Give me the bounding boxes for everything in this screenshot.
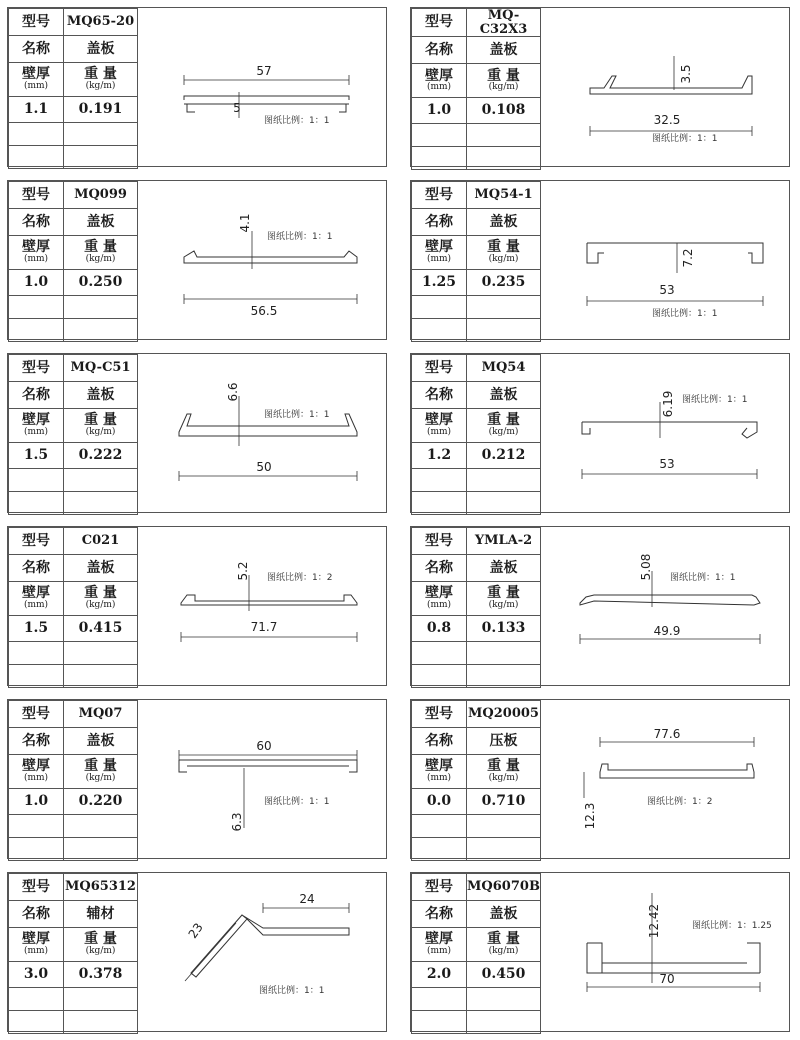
height-dimension: 6.3 <box>230 812 244 832</box>
name-value: 盖板 <box>64 36 138 63</box>
model-label: 型号 <box>412 701 467 728</box>
thickness-value: 1.5 <box>9 616 64 642</box>
thickness-label: 壁厚 (mm) <box>9 63 64 97</box>
empty-cell <box>412 296 467 319</box>
thickness-label: 壁厚 (mm) <box>412 236 467 270</box>
model-value: MQ07 <box>64 701 138 728</box>
height-dimension: 6.19 <box>661 390 675 418</box>
profile-drawing <box>139 700 386 858</box>
empty-cell <box>467 838 541 861</box>
width-dimension: 49.9 <box>653 624 681 638</box>
name-label: 名称 <box>9 382 64 409</box>
spec-table <box>411 8 541 170</box>
model-value: C021 <box>64 528 138 555</box>
name-label: 名称 <box>412 209 467 236</box>
model-label: 型号 <box>412 528 467 555</box>
product-card <box>410 353 790 513</box>
thickness-value: 3.0 <box>9 962 64 988</box>
empty-cell <box>412 988 467 1011</box>
empty-cell <box>9 469 64 492</box>
empty-cell <box>64 642 138 665</box>
weight-value: 0.710 <box>467 789 541 815</box>
scale-note: 图纸比例：1：1.25 <box>692 921 772 931</box>
profile-drawing <box>542 354 789 512</box>
weight-label: 重 量 (kg/m) <box>467 236 541 270</box>
width-dimension: 71.7 <box>250 620 278 634</box>
name-value: 盖板 <box>467 37 541 64</box>
weight-value: 0.250 <box>64 270 138 296</box>
empty-cell <box>64 1011 138 1034</box>
thickness-value: 1.0 <box>9 789 64 815</box>
product-card <box>410 699 790 859</box>
profile-outline <box>587 243 763 263</box>
weight-label: 重 量 (kg/m) <box>467 755 541 789</box>
model-value: YMLA-2 <box>467 528 541 555</box>
product-card <box>410 180 790 340</box>
width-dimension: 57 <box>256 64 272 78</box>
thickness-value: 2.0 <box>412 962 467 988</box>
empty-cell <box>64 815 138 838</box>
weight-value: 0.191 <box>64 97 138 123</box>
product-card <box>7 353 387 513</box>
empty-cell <box>9 642 64 665</box>
name-label: 名称 <box>9 36 64 63</box>
model-value: MQ099 <box>64 182 138 209</box>
weight-value: 0.133 <box>467 616 541 642</box>
weight-value: 0.415 <box>64 616 138 642</box>
model-value: MQ6070B <box>467 874 541 901</box>
empty-cell <box>412 124 467 147</box>
model-label: 型号 <box>9 528 64 555</box>
profile-outline <box>580 595 760 605</box>
profile-drawing <box>139 873 386 1031</box>
weight-label: 重 量 (kg/m) <box>64 582 138 616</box>
thickness-value: 0.0 <box>412 789 467 815</box>
empty-cell <box>9 296 64 319</box>
weight-value: 0.222 <box>64 443 138 469</box>
weight-value: 0.378 <box>64 962 138 988</box>
model-value: MQ65-20 <box>64 9 138 36</box>
empty-cell <box>467 296 541 319</box>
empty-cell <box>467 147 541 170</box>
profile-outline <box>582 422 757 438</box>
profile-drawing <box>542 181 789 339</box>
scale-note: 图纸比例：1：2 <box>647 797 713 807</box>
thickness-label: 壁厚 (mm) <box>412 64 467 98</box>
model-label: 型号 <box>9 701 64 728</box>
profile-drawing-svg <box>139 354 386 512</box>
width-dimension: 77.6 <box>653 727 681 741</box>
name-label: 名称 <box>412 901 467 928</box>
name-value: 辅材 <box>64 901 138 928</box>
profile-drawing-svg <box>542 181 789 339</box>
thickness-label: 壁厚 (mm) <box>412 409 467 443</box>
scale-note: 图纸比例：1：1 <box>259 986 325 996</box>
empty-cell <box>412 1011 467 1034</box>
profile-outline <box>191 915 349 977</box>
name-label: 名称 <box>9 555 64 582</box>
name-value: 盖板 <box>64 209 138 236</box>
product-card <box>7 872 387 1032</box>
scale-note: 图纸比例：1：1 <box>264 116 330 126</box>
height-dimension: 5.2 <box>236 561 250 581</box>
profile-drawing <box>542 700 789 858</box>
model-value: MQ-C51 <box>64 355 138 382</box>
model-label: 型号 <box>9 874 64 901</box>
scale-note: 图纸比例：1：1 <box>670 573 736 583</box>
weight-value: 0.212 <box>467 443 541 469</box>
name-label: 名称 <box>9 209 64 236</box>
profile-outline <box>600 764 754 778</box>
empty-cell <box>412 665 467 688</box>
model-label: 型号 <box>9 9 64 36</box>
model-value: MQ20005 <box>467 701 541 728</box>
scale-note: 图纸比例：1：2 <box>267 573 333 583</box>
weight-label: 重 量 (kg/m) <box>64 63 138 97</box>
weight-value: 0.235 <box>467 270 541 296</box>
name-value: 盖板 <box>467 209 541 236</box>
thickness-value: 1.25 <box>412 270 467 296</box>
profile-drawing <box>139 527 386 685</box>
profile-drawing <box>542 8 789 166</box>
empty-cell <box>64 492 138 515</box>
empty-cell <box>467 469 541 492</box>
spec-table <box>8 527 138 688</box>
weight-value: 0.450 <box>467 962 541 988</box>
empty-cell <box>467 988 541 1011</box>
scale-note: 图纸比例：1：1 <box>267 232 333 242</box>
profile-outline <box>184 96 349 112</box>
model-label: 型号 <box>412 355 467 382</box>
width-dimension: 60 <box>256 739 272 753</box>
product-card <box>7 526 387 686</box>
empty-cell <box>412 469 467 492</box>
profile-drawing-svg <box>542 8 789 166</box>
weight-label: 重 量 (kg/m) <box>467 64 541 98</box>
weight-label: 重 量 (kg/m) <box>64 928 138 962</box>
spec-table <box>8 181 138 342</box>
name-value: 盖板 <box>64 728 138 755</box>
thickness-value: 1.1 <box>9 97 64 123</box>
profile-drawing-svg <box>139 527 386 685</box>
profile-outline <box>181 595 357 605</box>
profile-drawing-svg <box>542 700 789 858</box>
spec-table <box>8 873 138 1034</box>
profile-outline <box>179 760 357 772</box>
thickness-label: 壁厚 (mm) <box>9 409 64 443</box>
scale-note: 图纸比例：1：1 <box>682 395 748 405</box>
weight-value: 0.108 <box>467 98 541 124</box>
profile-outline <box>184 251 357 263</box>
height-dimension: 5 <box>233 101 241 115</box>
spec-table <box>8 354 138 515</box>
weight-value: 0.220 <box>64 789 138 815</box>
empty-cell <box>9 319 64 342</box>
spec-table <box>411 354 541 515</box>
empty-cell <box>467 665 541 688</box>
name-value: 盖板 <box>467 901 541 928</box>
spec-table <box>411 181 541 342</box>
scale-note: 图纸比例：1：1 <box>652 134 718 144</box>
height-dimension: 3.5 <box>679 64 693 84</box>
profile-drawing-svg <box>139 873 386 1031</box>
name-label: 名称 <box>9 728 64 755</box>
height-dimension: 6.6 <box>226 382 240 402</box>
profile-drawing-svg <box>139 8 386 166</box>
spec-table <box>8 8 138 169</box>
profile-drawing <box>139 181 386 339</box>
empty-cell <box>64 319 138 342</box>
profile-drawing-svg <box>139 181 386 339</box>
weight-label: 重 量 (kg/m) <box>467 409 541 443</box>
profile-outline <box>590 76 752 94</box>
spec-table <box>8 700 138 861</box>
profile-drawing-svg <box>542 873 789 1031</box>
empty-cell <box>412 319 467 342</box>
name-label: 名称 <box>412 728 467 755</box>
thickness-value: 1.5 <box>9 443 64 469</box>
scale-note: 图纸比例：1：1 <box>264 797 330 807</box>
model-label: 型号 <box>412 182 467 209</box>
empty-cell <box>9 988 64 1011</box>
width-dimension: 56.5 <box>250 304 278 318</box>
thickness-label: 壁厚 (mm) <box>9 755 64 789</box>
thickness-value: 1.0 <box>412 98 467 124</box>
name-value: 盖板 <box>467 382 541 409</box>
width-dimension: 70 <box>659 972 675 986</box>
thickness-value: 1.2 <box>412 443 467 469</box>
model-label: 型号 <box>412 874 467 901</box>
empty-cell <box>64 146 138 169</box>
height-dimension: 23 <box>185 920 206 941</box>
name-value: 盖板 <box>64 382 138 409</box>
empty-cell <box>467 1011 541 1034</box>
scale-note: 图纸比例：1：1 <box>264 410 330 420</box>
empty-cell <box>9 123 64 146</box>
weight-label: 重 量 (kg/m) <box>64 236 138 270</box>
name-label: 名称 <box>412 37 467 64</box>
empty-cell <box>467 319 541 342</box>
empty-cell <box>64 123 138 146</box>
product-card <box>7 7 387 167</box>
profile-outline <box>587 943 760 973</box>
width-dimension: 53 <box>659 457 675 471</box>
profile-drawing-svg <box>542 527 789 685</box>
empty-cell <box>467 492 541 515</box>
profile-drawing <box>542 527 789 685</box>
thickness-label: 壁厚 (mm) <box>9 236 64 270</box>
weight-label: 重 量 (kg/m) <box>467 582 541 616</box>
empty-cell <box>9 815 64 838</box>
spec-table <box>411 873 541 1034</box>
empty-cell <box>467 124 541 147</box>
empty-cell <box>64 665 138 688</box>
name-label: 名称 <box>9 901 64 928</box>
empty-cell <box>412 147 467 170</box>
name-value: 盖板 <box>467 555 541 582</box>
weight-label: 重 量 (kg/m) <box>467 928 541 962</box>
empty-cell <box>412 642 467 665</box>
profile-drawing-svg <box>542 354 789 512</box>
scale-note: 图纸比例：1：1 <box>652 309 718 319</box>
model-label: 型号 <box>9 182 64 209</box>
empty-cell <box>412 838 467 861</box>
empty-cell <box>467 642 541 665</box>
empty-cell <box>64 469 138 492</box>
thickness-value: 1.0 <box>9 270 64 296</box>
empty-cell <box>9 146 64 169</box>
empty-cell <box>64 988 138 1011</box>
thickness-label: 壁厚 (mm) <box>9 582 64 616</box>
height-dimension: 4.1 <box>238 213 252 233</box>
name-value: 盖板 <box>64 555 138 582</box>
empty-cell <box>9 838 64 861</box>
product-card <box>410 526 790 686</box>
width-dimension: 24 <box>299 892 315 906</box>
weight-label: 重 量 (kg/m) <box>64 755 138 789</box>
thickness-label: 壁厚 (mm) <box>412 582 467 616</box>
thickness-label: 壁厚 (mm) <box>412 928 467 962</box>
model-value: MQ54 <box>467 355 541 382</box>
empty-cell <box>9 492 64 515</box>
width-dimension: 53 <box>659 283 675 297</box>
empty-cell <box>64 838 138 861</box>
model-value: MQ-C32X3 <box>467 9 541 37</box>
height-dimension: 12.3 <box>583 802 597 830</box>
height-dimension: 5.08 <box>639 553 653 581</box>
profile-drawing <box>542 873 789 1031</box>
product-card <box>7 699 387 859</box>
width-dimension: 50 <box>256 460 272 474</box>
empty-cell <box>467 815 541 838</box>
weight-label: 重 量 (kg/m) <box>64 409 138 443</box>
width-dimension: 32.5 <box>653 113 681 127</box>
model-value: MQ54-1 <box>467 182 541 209</box>
name-value: 压板 <box>467 728 541 755</box>
height-dimension: 7.2 <box>681 248 695 268</box>
model-label: 型号 <box>412 9 467 37</box>
profile-drawing <box>139 8 386 166</box>
thickness-value: 0.8 <box>412 616 467 642</box>
name-label: 名称 <box>412 382 467 409</box>
spec-table <box>411 700 541 861</box>
thickness-label: 壁厚 (mm) <box>9 928 64 962</box>
spec-table <box>411 527 541 688</box>
product-card <box>410 7 790 167</box>
thickness-label: 壁厚 (mm) <box>412 755 467 789</box>
product-card <box>7 180 387 340</box>
model-label: 型号 <box>9 355 64 382</box>
profile-drawing-svg <box>139 700 386 858</box>
empty-cell <box>412 492 467 515</box>
profile-drawing <box>139 354 386 512</box>
empty-cell <box>64 296 138 319</box>
product-card <box>410 872 790 1032</box>
height-dimension: 12.42 <box>647 903 661 939</box>
empty-cell <box>9 1011 64 1034</box>
empty-cell <box>9 665 64 688</box>
model-value: MQ65312 <box>64 874 138 901</box>
name-label: 名称 <box>412 555 467 582</box>
empty-cell <box>412 815 467 838</box>
